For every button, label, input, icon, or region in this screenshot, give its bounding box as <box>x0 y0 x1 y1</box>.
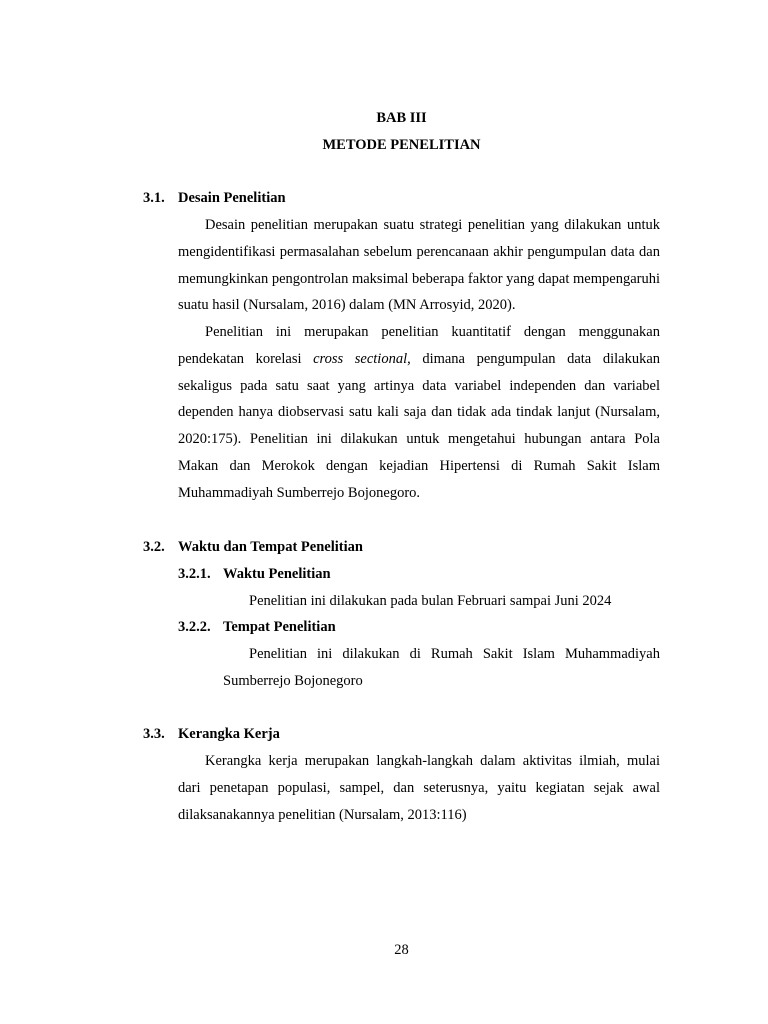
section-heading-3-2 <box>143 539 363 556</box>
subsection-title: Tempat Penelitian <box>223 619 336 635</box>
italic-term: cross sectional <box>313 350 408 367</box>
section-number: 3.2. <box>143 539 165 555</box>
section-number: 3.1. <box>143 190 165 206</box>
paragraph-text: , dimana pengumpulan data dilakukan sekaligus pada satu saat yang artinya data variabel independen dan variabel dependen hanya diobservasi satu kali saja dan tidak ada tindak lanjut (Nursalam, 2020:175). Penelitian ini dilakukan untuk mengetahui hubungan antara Pola Makan dan Merokok dengan kejadian Hipertensi di Rumah Sakit Islam Muhammadiyah Sumberrejo Bojonegoro. <box>178 350 661 501</box>
chapter-number: BAB III <box>376 110 427 126</box>
paragraph-kerangka: Kerangka kerja merupakan langkah-langkah dalam aktivitas ilmiah, mulai dari penetapan populasi, sampel, dan seterusnya, yaitu kegiatan sejak awal dilaksanakannya penelitian (Nursalam, 2013:116) <box>178 753 660 823</box>
section-title: Waktu dan Tempat Penelitian <box>178 539 363 555</box>
paragraph-text: Penelitian ini merupakan penelitian kuantitatif dengan menggunakan pendekatan korelasi <box>178 324 660 367</box>
section-title: Desain Penelitian <box>178 190 286 206</box>
paragraph-desain-1: Desain penelitian merupakan suatu strategi penelitian yang dilakukan untuk mengidentifikasi permasalahan sebelum perencanaan akhir pengumpulan data dan memungkinkan pengontrolan maksimal beberapa faktor yang dapat mempengaruhi suatu hasil (Nursalam, 2016) dalam (MN Arrosyid, 2020). <box>178 217 660 314</box>
page-number: 28 <box>394 942 409 958</box>
subsection-number: 3.2.2. <box>178 619 211 635</box>
paragraph-desain-2 <box>178 319 660 507</box>
subsection-heading-3-2-1 <box>178 566 331 583</box>
subsection-number: 3.2.1. <box>178 566 211 582</box>
paragraph-waktu: Penelitian ini dilakukan pada bulan Februari sampai Juni 2024 <box>249 593 612 609</box>
chapter-title: METODE PENELITIAN <box>322 137 481 153</box>
section-number: 3.3. <box>143 726 165 742</box>
subsection-title: Waktu Penelitian <box>223 566 331 582</box>
section-heading-3-3 <box>143 726 280 743</box>
paragraph-tempat: Penelitian ini dilakukan di Rumah Sakit Islam Muhammadiyah Sumberrejo Bojonegoro <box>223 646 660 689</box>
section-title: Kerangka Kerja <box>178 726 280 742</box>
section-heading-3-1 <box>143 190 286 207</box>
subsection-heading-3-2-2 <box>178 619 336 636</box>
